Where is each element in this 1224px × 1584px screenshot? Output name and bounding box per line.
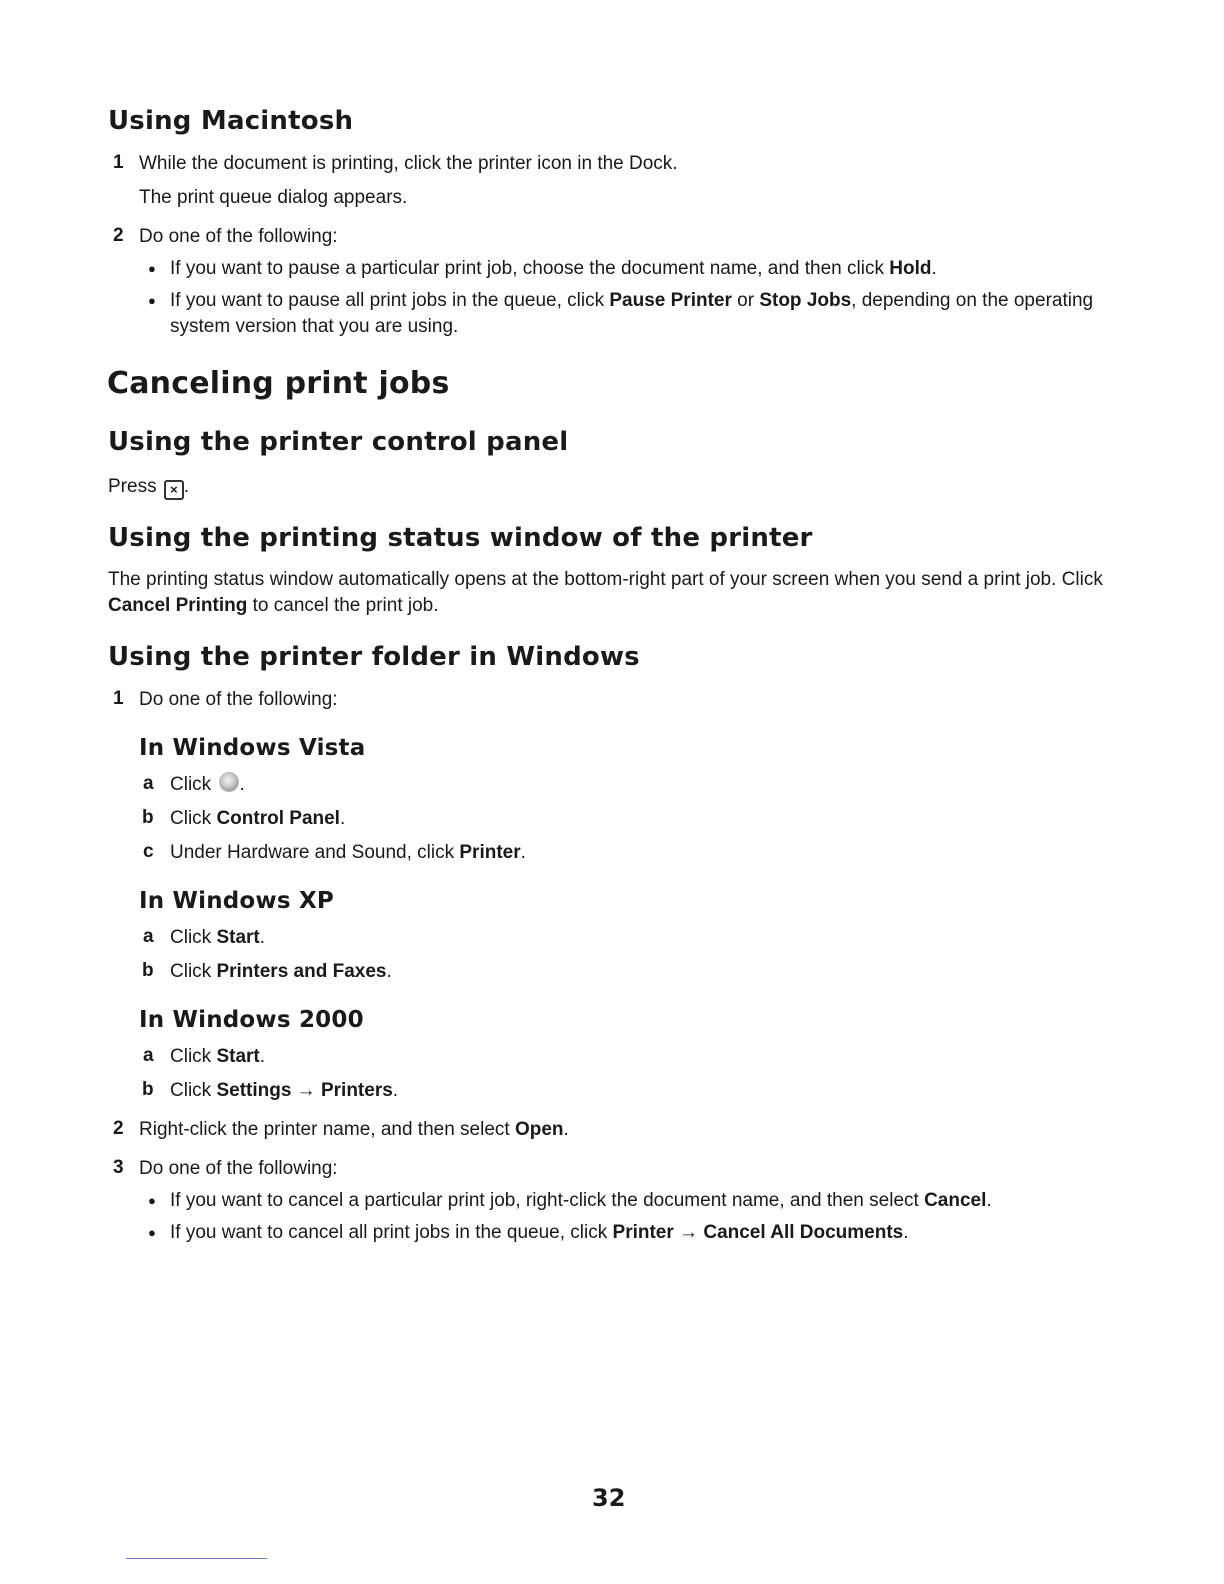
mac-bullet1-text: If you want to pause a particular print job, choose the document name, and then click — [170, 258, 890, 279]
xp-a-text — [170, 925, 265, 951]
vista-a-click: Click — [170, 774, 217, 795]
cancel-bullet2 — [170, 1220, 909, 1246]
printers-and-faxes-label: Printers and Faxes — [216, 961, 387, 982]
bullet-icon: ● — [148, 1193, 156, 1208]
mac-step1-number: 1 — [113, 152, 124, 173]
settings-label: Settings — [216, 1080, 292, 1101]
pause-printer-label: Pause Printer — [609, 290, 732, 311]
mac-step1-note: The print queue dialog appears. — [139, 187, 408, 208]
cancel-bullet1 — [170, 1188, 992, 1214]
status-window-text — [108, 567, 1118, 619]
status-text-start: The printing status window automatically opens at the bottom-right part of your screen when you send a print job. Click — [108, 569, 1103, 590]
xp-b-text — [170, 959, 392, 985]
mac-heading: Using Macintosh — [108, 106, 354, 136]
arrow-icon: → — [673, 1222, 704, 1243]
vista-b-end: . — [339, 808, 346, 829]
step2-text: Right-click the printer name, and then select — [139, 1119, 515, 1140]
bullet-icon: ● — [148, 1225, 156, 1240]
vista-b-text — [170, 806, 345, 832]
cancel-bullet1-text: If you want to cancel a particular print job, right-click the document name, and then select — [170, 1190, 925, 1211]
xp-b-letter: b — [142, 960, 154, 981]
vista-b-click: Click — [170, 808, 217, 829]
windows-start-orb-icon — [219, 772, 239, 792]
press-label: Press — [108, 476, 162, 497]
w2000-b-end: . — [392, 1080, 399, 1101]
bullet-icon: ● — [148, 261, 156, 276]
section-title: Canceling print jobs — [107, 366, 450, 401]
vista-a-end: . — [239, 774, 245, 795]
vista-c-click: Under Hardware and Sound, click — [170, 842, 460, 863]
printers-label: Printers — [320, 1080, 393, 1101]
xp-b-end: . — [386, 961, 392, 982]
w2000-heading: In Windows 2000 — [139, 1007, 364, 1033]
vista-a-text — [170, 772, 245, 798]
folder-step3-number: 3 — [113, 1157, 124, 1178]
printer-folder-heading: Using the printer folder in Windows — [108, 642, 640, 672]
folder-step2-number: 2 — [113, 1118, 124, 1139]
mac-bullet2 — [170, 288, 1120, 340]
stop-jobs-label: Stop Jobs — [759, 290, 852, 311]
bullet-icon: ● — [148, 293, 156, 308]
w2000-a-text — [170, 1044, 265, 1070]
cancel-bullet1-end: . — [986, 1190, 992, 1211]
mac-bullet1-end: . — [931, 258, 937, 279]
vista-c-letter: c — [143, 841, 154, 862]
w2000-a-click: Click — [170, 1046, 217, 1067]
mac-bullet2-or: or — [731, 290, 760, 311]
w2000-a-letter: a — [143, 1045, 154, 1066]
page-number: 32 — [592, 1484, 626, 1512]
hold-label: Hold — [889, 258, 932, 279]
mac-bullet1 — [170, 256, 937, 282]
vista-c-text — [170, 840, 526, 866]
folder-step1-text: Do one of the following: — [139, 689, 338, 710]
xp-a-letter: a — [143, 926, 154, 947]
control-panel-label: Control Panel — [216, 808, 340, 829]
w2000-a-end: . — [259, 1046, 266, 1067]
printer-menu-label: Printer — [612, 1222, 674, 1243]
mac-step2-text: Do one of the following: — [139, 226, 338, 247]
w2000-b-text — [170, 1078, 398, 1104]
w2000-b-click: Click — [170, 1080, 217, 1101]
vista-c-end: . — [520, 842, 526, 863]
mac-step2-number: 2 — [113, 225, 124, 246]
cancel-printing-label: Cancel Printing — [108, 595, 248, 616]
start-label: Start — [216, 927, 260, 948]
xp-heading: In Windows XP — [139, 888, 334, 914]
vista-b-letter: b — [142, 807, 154, 828]
mac-bullet2-text: If you want to pause all print jobs in the queue, click — [170, 290, 610, 311]
arrow-icon: → — [291, 1080, 321, 1101]
cancel-x-icon: × — [164, 480, 184, 500]
folder-step3-text: Do one of the following: — [139, 1158, 338, 1179]
vista-a-letter: a — [143, 773, 154, 794]
footer-rule — [126, 1558, 267, 1559]
control-panel-text — [108, 474, 189, 500]
step2-end: . — [563, 1119, 569, 1140]
cancel-bullet2-end: . — [903, 1222, 909, 1243]
open-label: Open — [514, 1119, 564, 1140]
folder-step2-text — [139, 1117, 569, 1143]
printer-label: Printer — [459, 842, 521, 863]
mac-step1-text: While the document is printing, click the printer icon in the Dock. — [139, 153, 678, 174]
vista-heading: In Windows Vista — [139, 735, 366, 761]
xp-a-end: . — [259, 927, 266, 948]
press-end: . — [183, 476, 190, 497]
xp-b-click: Click — [170, 961, 217, 982]
w2000-b-letter: b — [142, 1079, 154, 1100]
status-text-end: to cancel the print job. — [247, 595, 439, 616]
mac-bullet2-end: , depending on the operating system version that you are using. — [170, 290, 1094, 337]
cancel-bullet2-text: If you want to cancel all print jobs in the queue, click — [170, 1222, 613, 1243]
status-window-heading: Using the printing status window of the printer — [108, 523, 813, 553]
start-label: Start — [216, 1046, 260, 1067]
xp-a-click: Click — [170, 927, 217, 948]
folder-step1-number: 1 — [113, 688, 124, 709]
cancel-all-documents-label: Cancel All Documents — [703, 1222, 904, 1243]
control-panel-heading: Using the printer control panel — [108, 427, 569, 457]
cancel-label: Cancel — [924, 1190, 987, 1211]
